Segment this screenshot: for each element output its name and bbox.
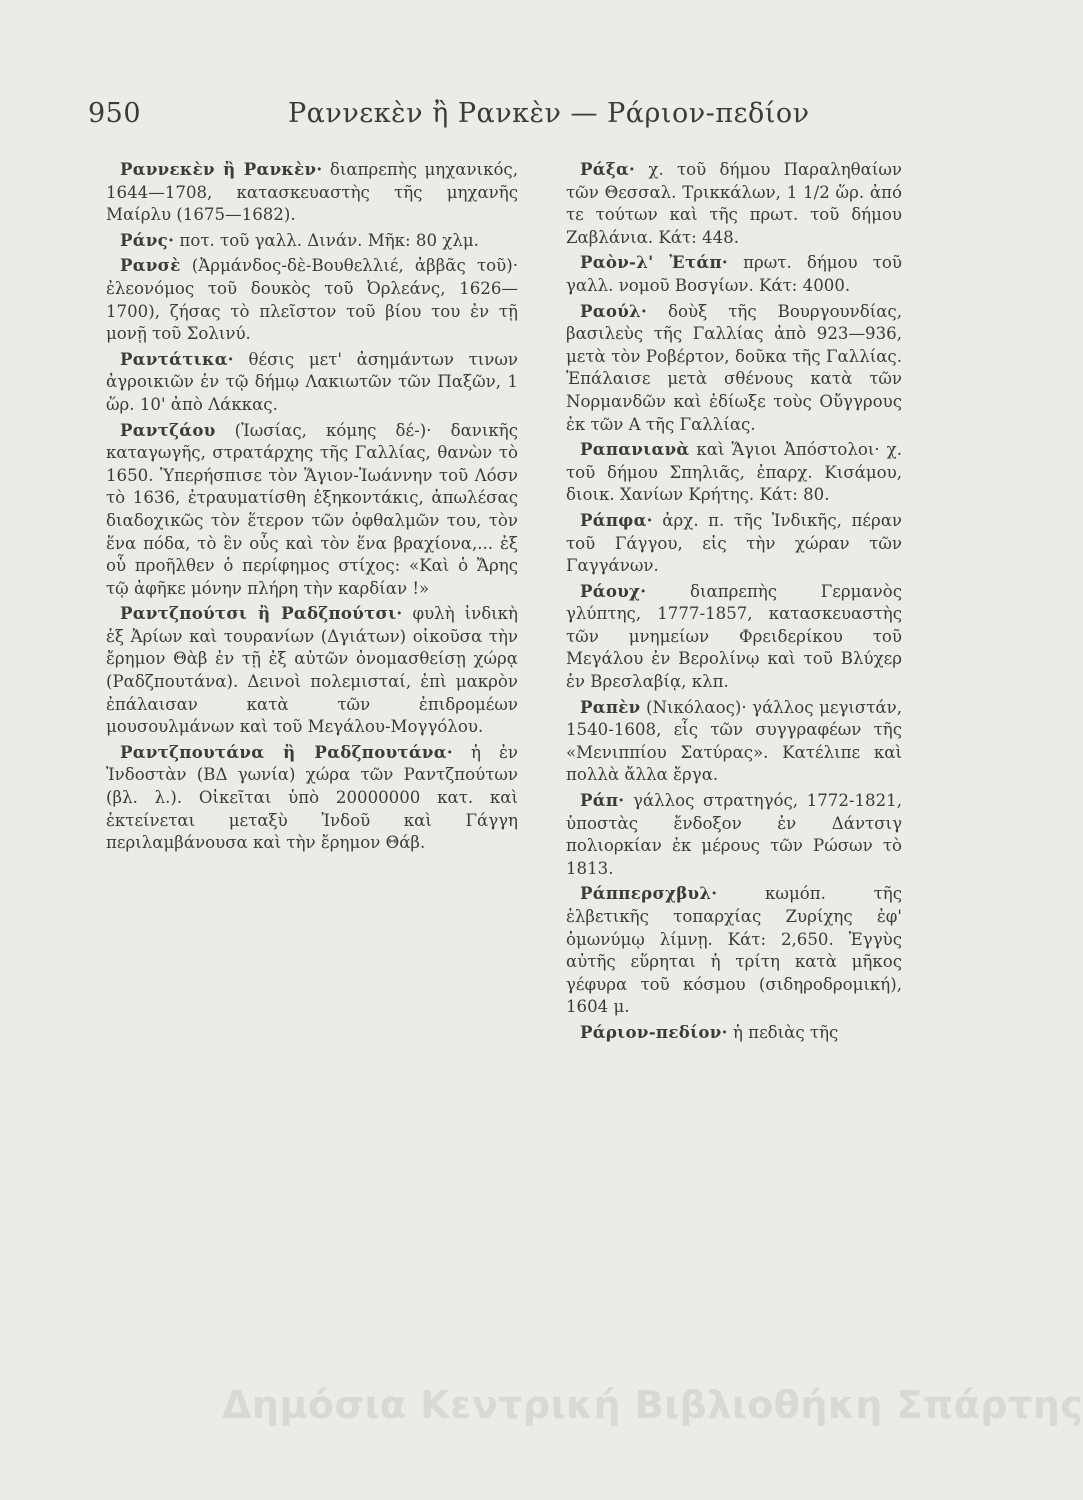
entry-text: πρωτ. δήμου τοῦ γαλλ. νομοῦ Βοσγίων. Κάτ: 4000. bbox=[566, 253, 902, 295]
entry-text: (Ἀρμάνδος-δὲ-Βουθελλιέ, ἀββᾶς τοῦ)· ἐλεονόμος τοῦ δουκὸς τοῦ Ὀρλεάνς, 1626—1700), ζήσας τὸ πλεῖστον τοῦ βίου του ἐν τῇ μονῇ τοῦ Σολινύ. bbox=[106, 256, 518, 344]
entry-headword: Ραντζάου bbox=[120, 419, 216, 440]
entry-headword: Ράουχ· bbox=[580, 580, 647, 601]
dictionary-entry bbox=[566, 580, 902, 694]
running-title: Ραννεκὲν ἢ Ρανκὲν — Ράριον-πεδίον bbox=[288, 98, 810, 129]
entry-text: ἡ ἐν Ἰνδοστὰν (ΒΔ γωνία) χώρα τῶν Ραντζπούτων (βλ. λ.). Οἰκεῖται ὑπὸ 20000000 κατ. καὶ ἐκτείνεται μεταξὺ Ἰνδοῦ καὶ Γάγγη περιλαμβάνουσα καὶ τὴν ἔρημον Θάβ. bbox=[106, 742, 518, 853]
dictionary-entry bbox=[566, 1021, 902, 1045]
dictionary-entry bbox=[566, 438, 902, 507]
entry-text: διαπρεπὴς μηχανικός, 1644—1708, κατασκευαστὴς τῆς μηχανῆς Μαίρλυ (1675—1682). bbox=[106, 160, 518, 225]
right-column bbox=[566, 158, 902, 1047]
dictionary-entry bbox=[566, 158, 902, 249]
entry-headword: Ραντζπούτσι ἢ Ραδζπούτσι· bbox=[120, 603, 403, 624]
entry-headword: Ράπφα· bbox=[580, 509, 653, 530]
entry-headword: Ραὸν-λ' Ἐτάπ· bbox=[580, 252, 729, 273]
library-watermark: Δημόσια Κεντρική Βιβλιοθήκη Σπάρτης bbox=[222, 1383, 1083, 1427]
left-column bbox=[106, 158, 518, 857]
entry-text: κωμόπ. τῆς ἑλβετικῆς τοπαρχίας Ζυρίχης ἐφ' ὁμωνύμῳ λίμνῃ. Κάτ: 2,650. Ἐγγὺς αὐτῆς εὕρηται ἡ τρίτη κατὰ μῆκος γέφυρα τοῦ κόσμου (σιδηροδρομική), 1604 μ. bbox=[566, 884, 902, 1017]
entry-text: φυλὴ ἰνδικὴ ἐξ Ἀρίων καὶ τουρανίων (Δγιάτων) οἰκοῦσα τὴν ἔρημον Θὰβ ἐν τῇ ἐξ αὐτῶν ὀνομασθείσῃ χώρᾳ (Ραδζπουτάνα). Δεινοὶ πολεμισταί, ἐπὶ μακρὸν ἐπάλαισαν κατὰ τῶν ἐπιδρομέων μουσουλμάνων καὶ τοῦ Μεγάλου-Μογγόλου. bbox=[106, 604, 519, 737]
entry-headword: Ράριον-πεδίον· bbox=[580, 1021, 728, 1042]
dictionary-entry bbox=[106, 419, 518, 601]
dictionary-entry bbox=[566, 882, 902, 1019]
dictionary-entry bbox=[566, 789, 902, 880]
entry-text: γάλλος στρατηγός, 1772-1821, ὑποστὰς ἔνδοξον ἐν Δάντσιγ πολιορκίαν ἐκ μέρους τῶν Ρώσων τὸ 1813. bbox=[566, 791, 902, 878]
dictionary-entry bbox=[106, 348, 518, 417]
dictionary-entry bbox=[106, 254, 518, 345]
entry-headword: Ράππερσχβυλ· bbox=[580, 883, 718, 904]
entry-headword: Ράνς· bbox=[120, 229, 175, 250]
entry-text: καὶ Ἅγιοι Ἀπόστολοι· χ. τοῦ δήμου Σπηλιᾶς, ἐπαρχ. Κισάμου, διοικ. Χανίων Κρήτης. Κάτ: 80. bbox=[566, 440, 902, 505]
dictionary-entry bbox=[566, 696, 902, 787]
entry-text: (Ἰωσίας, κόμης δέ-)· δανικῆς καταγωγῆς, στρατάρχης τῆς Γαλλίας, θανὼν τὸ 1650. Ὑπερήσπισε τὸν Ἅγιον-Ἰωάννην τοῦ Λόσν τὸ 1636, ἐτραυματίσθη ἑξηκοντάκις, ἀπωλέσας διαδοχικῶς τὸν ἕτερον τῶν ὀφθαλμῶν του, τὸν ἕνα πόδα, τὸ ἓν οὖς καὶ τὸν ἕνα βραχίονα,... ἐξ οὗ προῆλθεν ὁ περίφημος στίχος: «Καὶ ὁ Ἄρης τῷ ἀφῆκε μόνην πλήρη τὴν καρδίαν !» bbox=[106, 420, 518, 598]
entry-text: θέσις μετ' ἀσημάντων τινων ἀγροικιῶν ἐν τῷ δήμῳ Λακιωτῶν τῶν Παξῶν, 1 ὥρ. 10' ἀπὸ Λάκκας. bbox=[106, 349, 518, 414]
entry-headword: Ραντζπουτάνα ἢ Ραδζπουτάνα· bbox=[120, 741, 453, 762]
dictionary-entry bbox=[566, 251, 902, 297]
entry-headword: Ρανσὲ bbox=[120, 255, 181, 276]
entry-headword: Ράξα· bbox=[580, 159, 636, 179]
entry-text: διαπρεπὴς Γερμανὸς γλύπτης, 1777-1857, κατασκευαστὴς τῶν μνημείων Φρειδερίκου τοῦ Μεγάλου ἐν Βερολίνῳ καὶ τοῦ Βλύχερ ἐν Βρεσλαβίᾳ, κλπ. bbox=[566, 581, 902, 692]
entry-text: χ. τοῦ δήμου Παραληθαίων τῶν Θεσσαλ. Τρικκάλων, 1 1/2 ὥρ. ἀπό τε τούτων καὶ τῆς πρωτ. τοῦ δήμου Ζαβλάνια. Κάτ: 448. bbox=[566, 160, 902, 247]
dictionary-entry bbox=[106, 229, 518, 253]
page-header bbox=[88, 98, 810, 138]
dictionary-entry bbox=[106, 158, 518, 227]
dictionary-entry bbox=[106, 741, 518, 855]
entry-text: ποτ. τοῦ γαλλ. Δινάν. Μῆκ: 80 χλμ. bbox=[174, 230, 479, 250]
dictionary-entry bbox=[106, 602, 518, 739]
entry-headword: Ραννεκὲν ἢ Ρανκὲν· bbox=[120, 159, 323, 179]
entry-headword: Ραούλ· bbox=[580, 300, 648, 321]
entry-headword: Ράπ· bbox=[580, 790, 625, 811]
entry-text: ἀρχ. π. τῆς Ἰνδικῆς, πέραν τοῦ Γάγγου, εἰς τὴν χώραν τῶν Γαγγάνων. bbox=[566, 510, 902, 576]
entry-headword: Ραπὲν bbox=[580, 696, 641, 717]
page-number: 950 bbox=[88, 98, 142, 129]
entry-text: (Νικόλαος)· γάλλος μεγιστάν, 1540-1608, εἷς τῶν συγγραφέων τῆς «Μενιππίου Σατύρας». Κατέλιπε καὶ πολλὰ ἄλλα ἔργα. bbox=[566, 697, 902, 785]
dictionary-entry bbox=[566, 509, 902, 578]
entry-text: δοὺξ τῆς Βουργουνδίας, βασιλεὺς τῆς Γαλλίας ἀπὸ 923—936, μετὰ τὸν Ροβέρτον, δοῦκα τῆς Γαλλίας. Ἐπάλαισε μετὰ σθένους κατὰ τῶν Νορμανδῶν καὶ ἐδίωξε τοὺς Οὔγγρους ἐκ τῶν Α τῆς Γαλλίας. bbox=[566, 301, 902, 434]
entry-headword: Ραπανιανὰ bbox=[580, 439, 690, 460]
entry-headword: Ραντάτικα· bbox=[120, 348, 234, 369]
dictionary-entry bbox=[566, 300, 902, 437]
entry-text: ἡ πεδιὰς τῆς bbox=[727, 1022, 839, 1042]
